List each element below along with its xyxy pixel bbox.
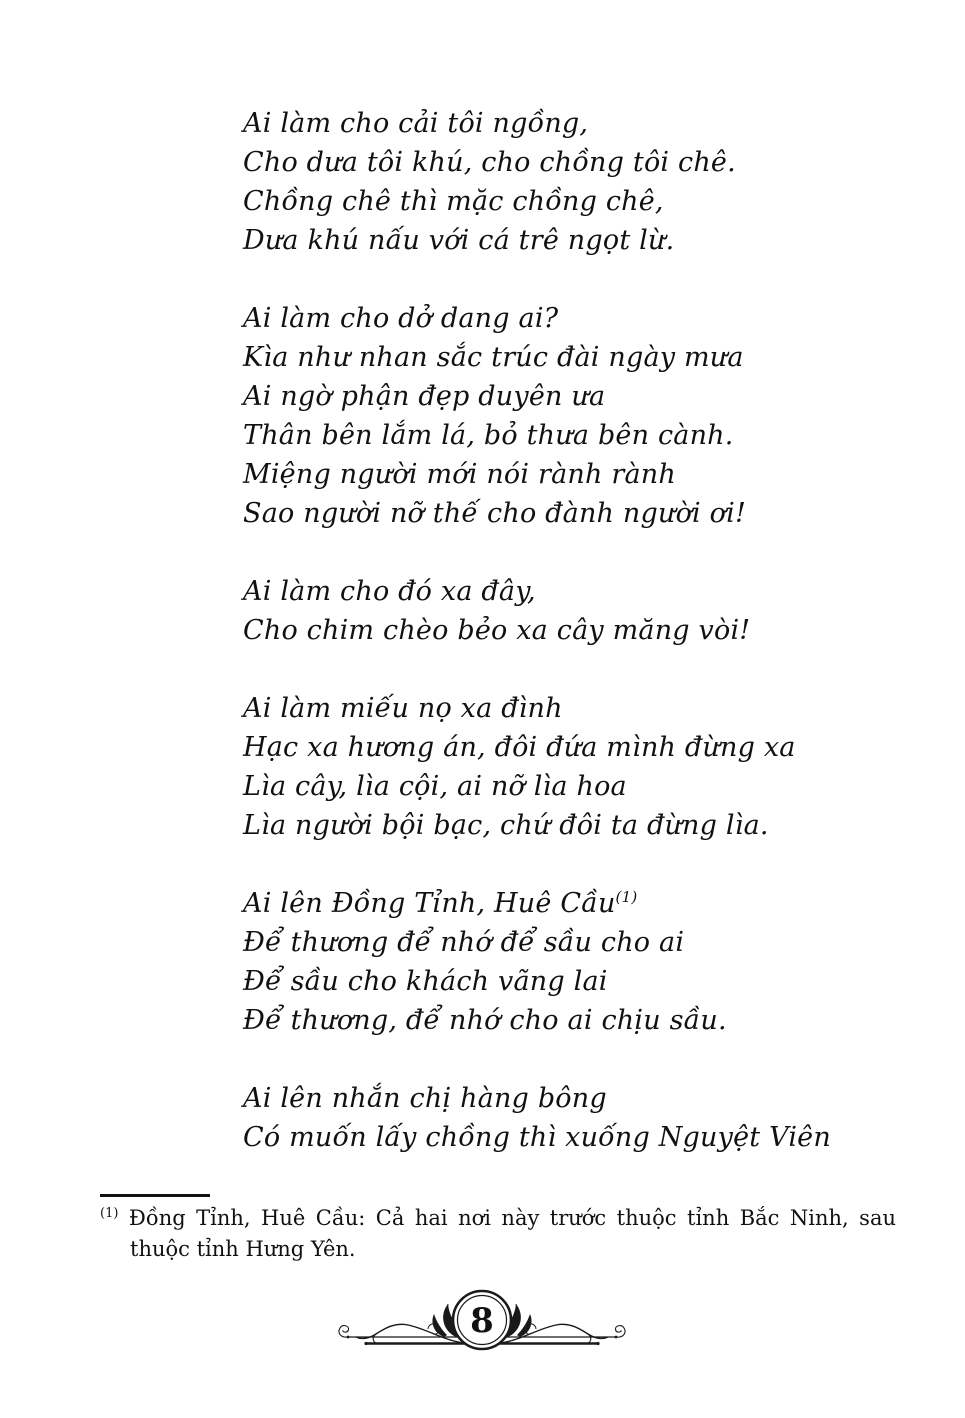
footnote-reference: (1) bbox=[615, 888, 638, 906]
poem-line: Cho dưa tôi khú, cho chồng tôi chê. bbox=[243, 147, 736, 178]
page-number: 8 bbox=[470, 1301, 494, 1341]
poem-line-text: Ai lên Đồng Tỉnh, Huê Cầu bbox=[243, 888, 616, 919]
poem-line: Chồng chê thì mặc chồng chê, bbox=[243, 186, 664, 217]
poem-line: Ai lên nhắn chị hàng bông bbox=[243, 1083, 607, 1114]
poem-line: Sao người nỡ thế cho đành người ơi! bbox=[243, 498, 746, 529]
stanza-4 bbox=[243, 689, 831, 845]
stanza-6 bbox=[243, 1079, 831, 1157]
footnote bbox=[100, 1203, 896, 1265]
poem-line: Ai làm cho cải tôi ngồng, bbox=[243, 108, 589, 139]
poem-line: Để thương, để nhớ cho ai chịu sầu. bbox=[243, 1005, 727, 1036]
poem-line: Cho chim chèo bẻo xa cây măng vòi! bbox=[243, 615, 751, 646]
poem-line: Ai ngờ phận đẹp duyên ưa bbox=[243, 381, 606, 412]
poem-line: Có muốn lấy chồng thì xuống Nguyệt Viên bbox=[243, 1122, 831, 1153]
poem-line bbox=[243, 884, 831, 923]
poem-body bbox=[243, 104, 831, 1196]
poem-line: Thân bên lắm lá, bỏ thưa bên cành. bbox=[243, 420, 734, 451]
stanza-3 bbox=[243, 572, 831, 650]
poem-line: Dưa khú nấu với cá trê ngọt lừ. bbox=[243, 225, 675, 256]
footnote-text: Đồng Tỉnh, Huê Cầu: Cả hai nơi này trước thuộc tỉnh Bắc Ninh, sau thuộc tỉnh Hưng Yên. bbox=[128, 1206, 896, 1261]
poem-line: Lìa người bội bạc, chứ đôi ta đừng lìa. bbox=[243, 810, 769, 841]
poem-line: Miệng người mới nói rành rành bbox=[243, 459, 676, 490]
poem-line: Ai làm cho dở dang ai? bbox=[243, 303, 559, 334]
poem-line: Ai làm cho đó xa đây, bbox=[243, 576, 536, 607]
poem-line: Để thương để nhớ để sầu cho ai bbox=[243, 927, 685, 958]
page-number-ornament bbox=[332, 1274, 632, 1384]
ornament-flourish-graphic bbox=[332, 1274, 632, 1384]
poem-line: Để sầu cho khách vãng lai bbox=[243, 966, 608, 997]
stanza-2 bbox=[243, 299, 831, 533]
stanza-1 bbox=[243, 104, 831, 260]
poem-line: Hạc xa hương án, đôi đứa mình đừng xa bbox=[243, 732, 796, 763]
footnote-separator-rule bbox=[100, 1194, 210, 1197]
poem-line: Ai làm miếu nọ xa đình bbox=[243, 693, 563, 724]
footnote-marker: (1) bbox=[100, 1206, 119, 1221]
poem-line: Lìa cây, lìa cội, ai nỡ lìa hoa bbox=[243, 771, 627, 802]
stanza-5 bbox=[243, 884, 831, 1040]
poem-line: Kìa như nhan sắc trúc đài ngày mưa bbox=[243, 342, 744, 373]
